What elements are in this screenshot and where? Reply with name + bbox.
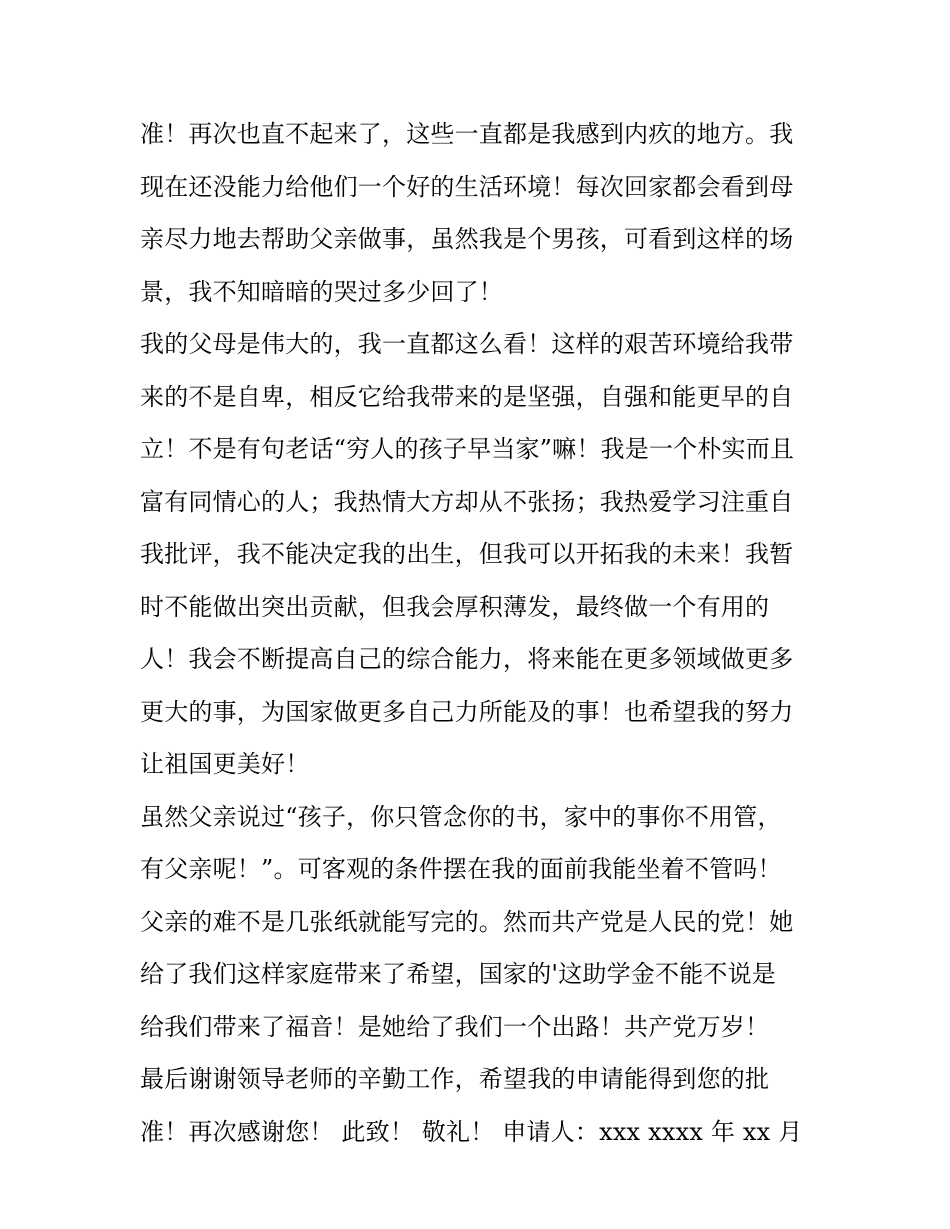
text-line: 我批评，我不能决定我的出生，但我可以开拓我的未来！我暂	[140, 540, 794, 568]
text-line: 景，我不知暗暗的哭过多少回了！	[140, 277, 503, 306]
text-line: 现在还没能力给他们一个好的生活环境！每次回家都会看到母	[140, 172, 794, 201]
text-line: 有父亲呢！”。可客观的条件摆在我的面前我能坐着不管吗！	[140, 855, 782, 883]
text-line: 时不能做出突出贡献，但我会厚积薄发，最终做一个有用的	[140, 592, 770, 621]
text-line: 立！不是有句老话“穷人的孩子早当家”嘛！我是一个朴实而且	[140, 435, 795, 463]
text-line: 让祖国更美好！	[140, 750, 310, 778]
text-line: 准！再次感谢您！ 此致！ 敬礼！ 申请人：xxx xxxx 年 xx 月	[140, 1117, 803, 1146]
body-text	[140, 108, 820, 1158]
text-line: 最后谢谢领导老师的辛勤工作，希望我的申请能得到您的批	[140, 1065, 770, 1093]
text-line: 我的父母是伟大的，我一直都这么看！这样的艰苦环境给我带	[140, 330, 794, 358]
text-line: 给我们带来了福音！是她给了我们一个出路！共产党万岁！	[140, 1012, 770, 1041]
text-line: 准！再次也直不起来了，这些一直都是我感到内疚的地方。我	[140, 120, 794, 148]
text-line: 父亲的难不是几张纸就能写完的。然而共产党是人民的党！她	[140, 907, 794, 936]
text-line: 更大的事，为国家做更多自己力所能及的事！也希望我的努力	[140, 697, 794, 726]
text-line: 给了我们这样家庭带来了希望，国家的'这助学金不能不说是	[140, 960, 776, 988]
text-line: 虽然父亲说过“孩子，你只管念你的书，家中的事你不用管，	[140, 802, 782, 831]
text-line: 亲尽力地去帮助父亲做事，虽然我是个男孩，可看到这样的场	[140, 225, 794, 253]
text-line: 富有同情心的人；我热情大方却从不张扬；我热爱学习注重自	[140, 487, 794, 516]
text-line: 来的不是自卑，相反它给我带来的是坚强，自强和能更早的自	[140, 382, 794, 411]
text-line: 人！我会不断提高自己的综合能力，将来能在更多领域做更多	[140, 645, 794, 673]
